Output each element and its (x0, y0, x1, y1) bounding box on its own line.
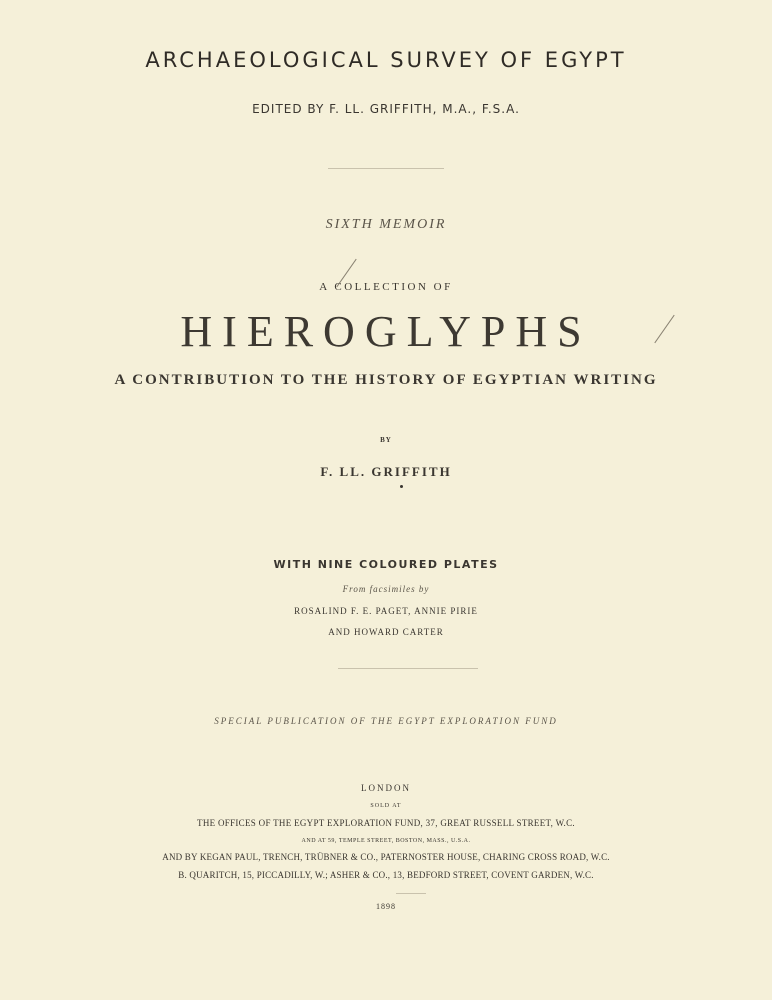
imprint-line-2: AND AT 59, TEMPLE STREET, BOSTON, MASS., U.S.A. (301, 838, 471, 844)
memoir-label: SIXTH MEMOIR (325, 217, 447, 232)
artists-line-1: ROSALIND F. E. PAGET, ANNIE PIRIE (294, 606, 478, 616)
facsimiles-line: From facsimiles by (342, 584, 430, 594)
by-label: BY (380, 436, 392, 444)
series-title: ARCHAEOLOGICAL SURVEY OF EGYPT (145, 48, 627, 72)
top-divider (328, 168, 444, 169)
artists-line-2: AND HOWARD CARTER (328, 627, 444, 637)
editor-line: EDITED BY F. LL. GRIFFITH, M.A., F.S.A. (252, 102, 520, 116)
imprint-year: 1898 (376, 902, 396, 911)
imprint-line-1: THE OFFICES OF THE EGYPT EXPLORATION FUND, 37, GREAT RUSSELL STREET, W.C. (197, 818, 575, 828)
subtitle: A CONTRIBUTION TO THE HISTORY OF EGYPTIAN WRITING (114, 372, 658, 388)
imprint-line-3: AND BY KEGAN PAUL, TRENCH, TRÜBNER & CO., PATERNOSTER HOUSE, CHARING CROSS ROAD, W.C. (162, 852, 610, 862)
imprint-sold-at: SOLD AT (370, 803, 402, 809)
plates-line: WITH NINE COLOURED PLATES (273, 558, 499, 571)
special-publication-line: SPECIAL PUBLICATION OF THE EGYPT EXPLORATION FUND (214, 716, 558, 726)
collection-line: A COLLECTION OF (319, 281, 453, 293)
author-name: F. LL. GRIFFITH (320, 464, 452, 479)
main-title: HIEROGLYPHS (180, 307, 592, 356)
middle-divider (338, 668, 478, 669)
ink-dot (400, 485, 403, 488)
imprint-line-4: B. QUARITCH, 15, PICCADILLY, W.; ASHER & CO., 13, BEDFORD STREET, COVENT GARDEN, W.C. (178, 870, 594, 880)
imprint-city: LONDON (361, 783, 411, 793)
bottom-divider (396, 893, 426, 894)
